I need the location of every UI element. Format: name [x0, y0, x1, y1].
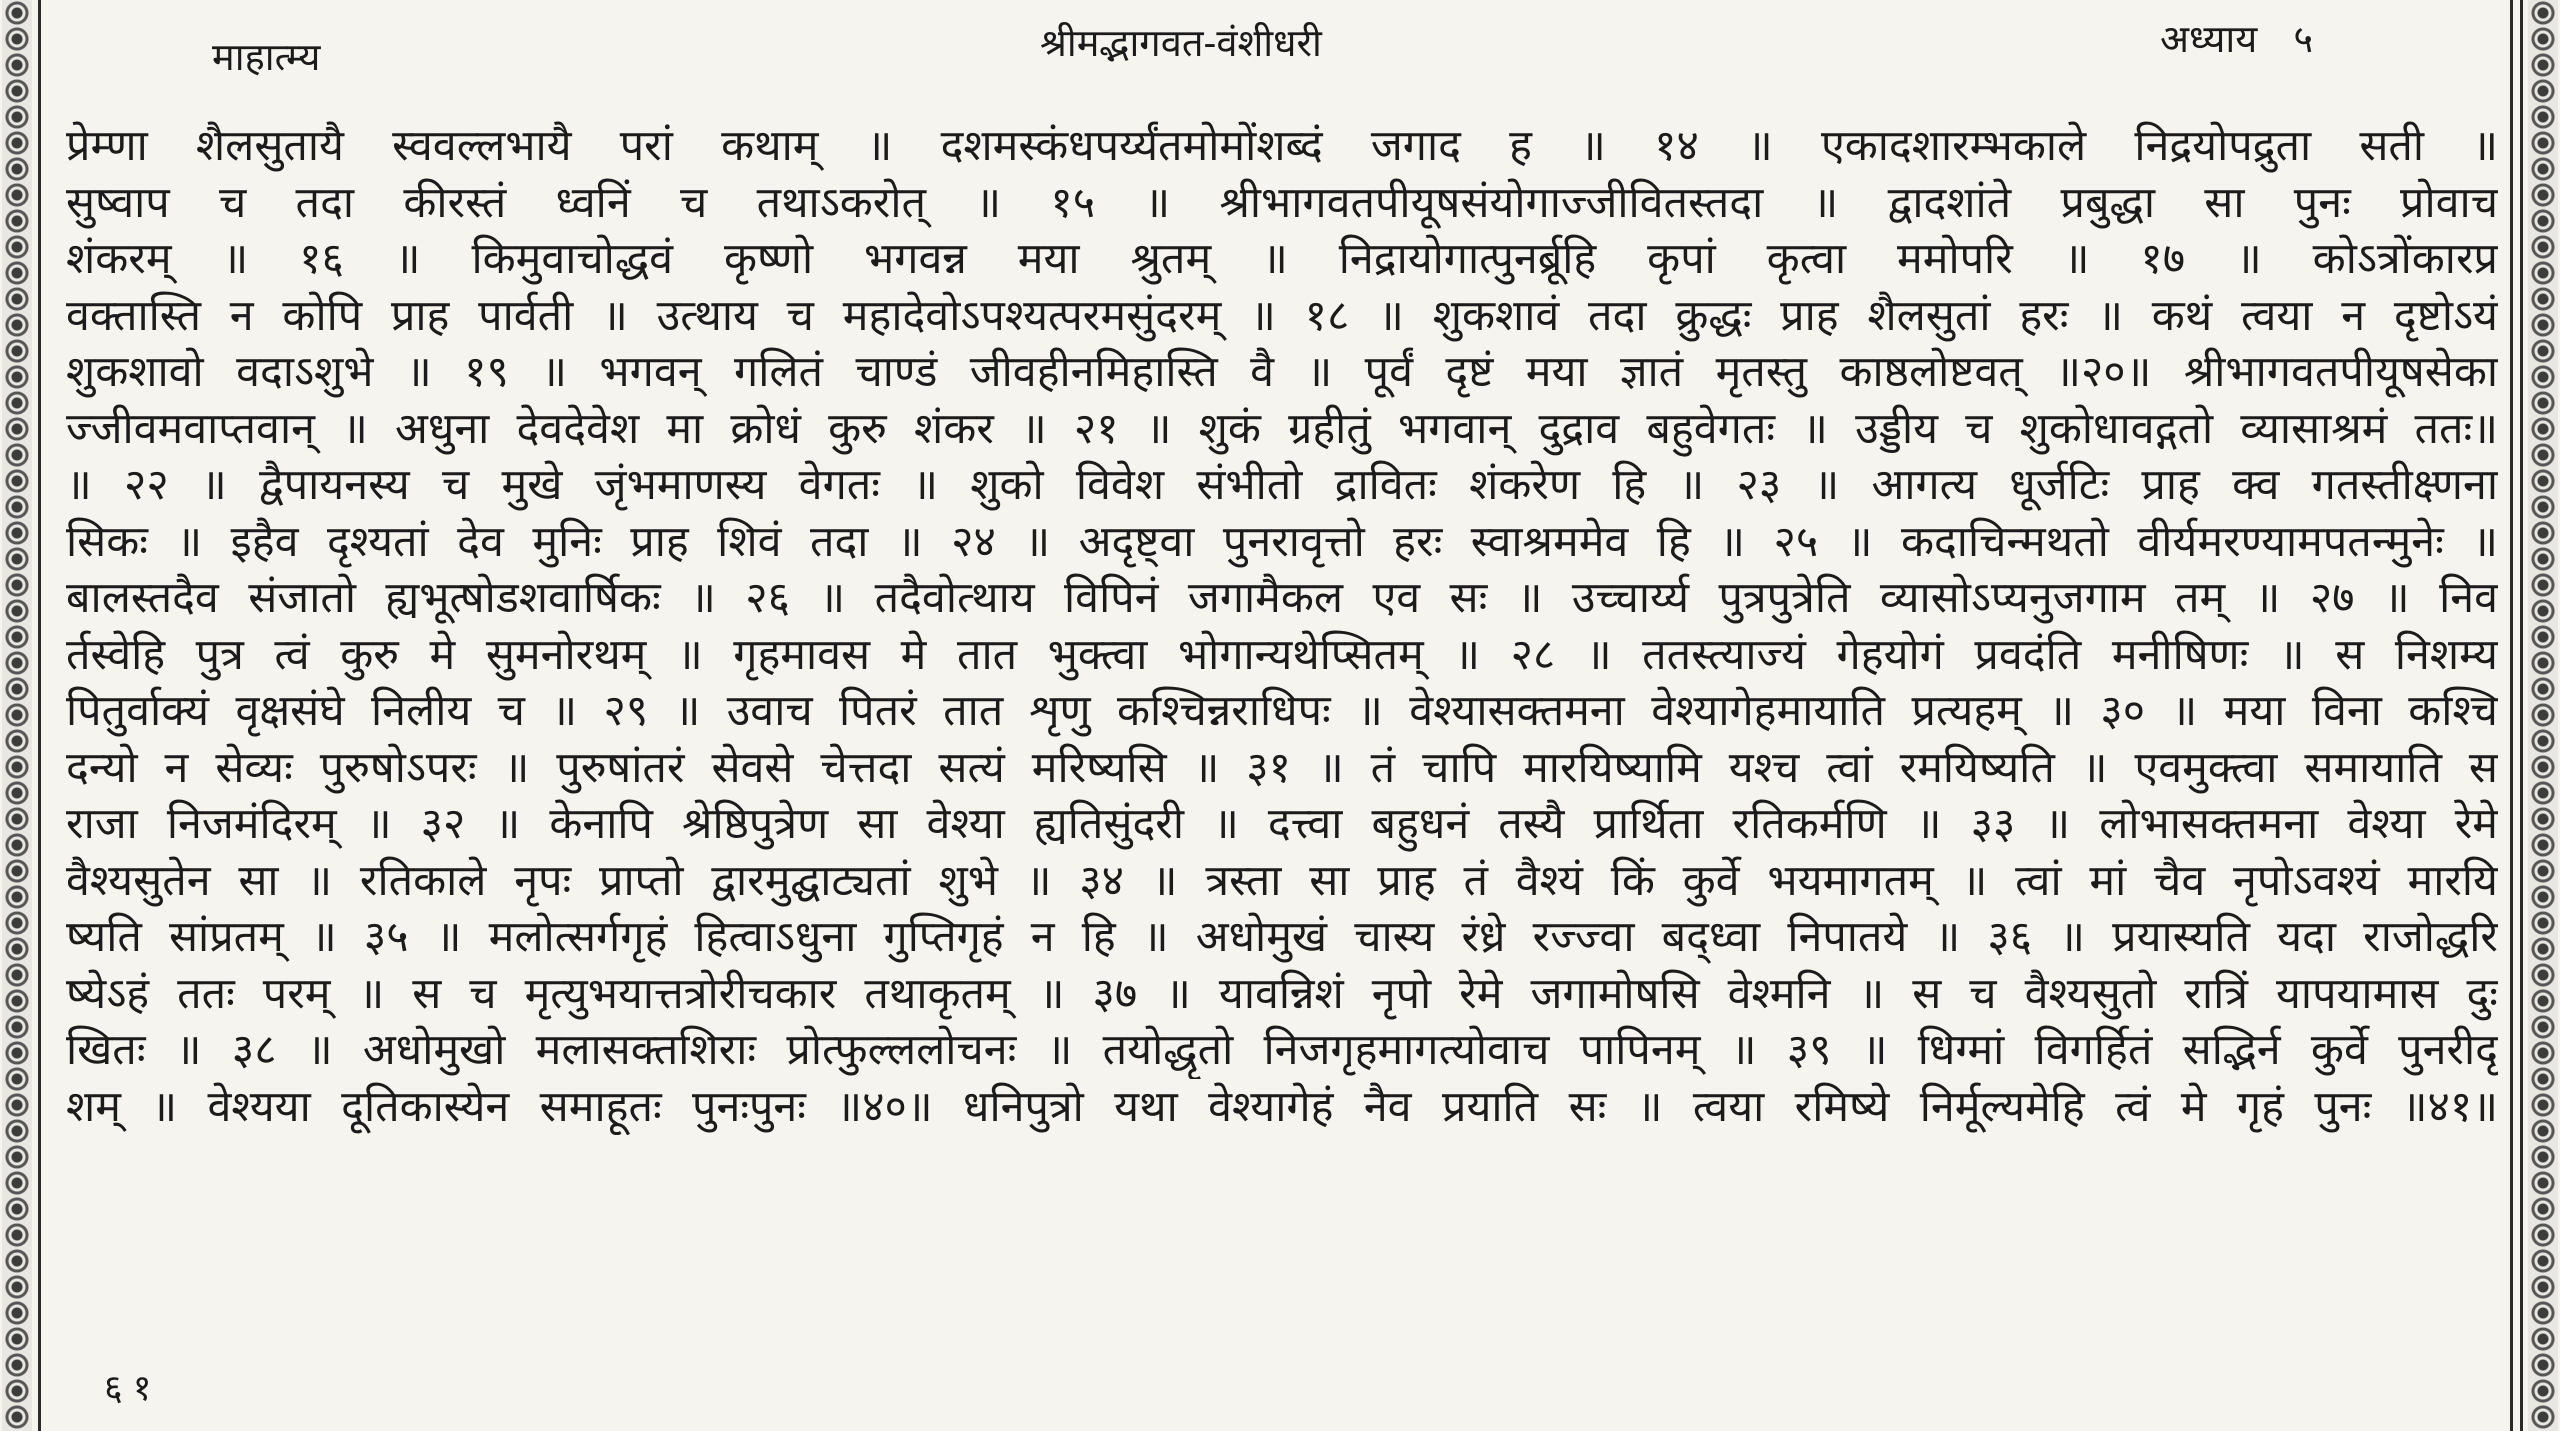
- body-text: [66, 118, 2498, 1135]
- left-ornamental-border: [2, 0, 32, 1431]
- chapter-heading: अध्याय ५: [2160, 17, 2314, 61]
- text-line: शम् ॥ वेश्यया दूतिकास्येन समाहूतः पुनःपुनः ॥४०॥ धनिपुत्रो यथा वेश्यागेहं नैव प्रयाति सः ॥ त्वया रमिष्ये निर्मूल्यमेहि त्वं मे गृहं पुनः ॥४१॥: [66, 1081, 2498, 1132]
- text-line: वैश्यसुतेन सा ॥ रतिकाले नृपः प्राप्तो द्वारमुद्घाट्यतां शुभे ॥ ३४ ॥ त्रस्ता सा प्राह तं वैश्यं किं कुर्वे भयमागतम् ॥ त्वां मां चैव नृपोऽवश्यं मारयि: [66, 855, 2498, 906]
- page-number: ६१: [104, 1368, 162, 1409]
- right-border-rule-outer: [2520, 0, 2523, 1431]
- text-line: वक्तास्ति न कोपि प्राह पार्वती ॥ उत्थाय च महादेवोऽपश्यत्परमसुंदरम् ॥ १८ ॥ शुकशावं तदा क्रुद्धः प्राह शैलसुतां हरः ॥ कथं त्वया न दृष्टोऽयं: [66, 290, 2498, 341]
- text-line: राजा निजमंदिरम् ॥ ३२ ॥ केनापि श्रेष्ठिपुत्रेण सा वेश्या ह्यतिसुंदरी ॥ दत्त्वा बहुधनं तस्यै प्रार्थिता रतिकर्मणि ॥ ३३ ॥ लोभासक्तमना वेश्या रेमे: [66, 799, 2498, 849]
- text-line: ष्यति सांप्रतम् ॥ ३५ ॥ मलोत्सर्गगृहं हित्वाऽधुना गुप्तिगृहं न हि ॥ अधोमुखं चास्य रंध्रे रज्ज्वा बद्ध्वा निपातये ॥ ३६ ॥ प्रयास्यति यदा राजोद्धरि: [66, 912, 2498, 962]
- text-line: सिकः ॥ इहैव दृश्यतां देव मुनिः प्राह शिवं तदा ॥ २४ ॥ अदृष्ट्वा पुनरावृत्तो हरः स्वाश्रममेव हि ॥ २५ ॥ कदाचिन्मथतो वीर्यमरण्यामपतन्मुनेः ॥: [66, 516, 2498, 567]
- text-line: खितः ॥ ३८ ॥ अधोमुखो मलासक्तशिराः प्रोत्फुल्ललोचनः ॥ तयोद्धृतो निजगृहमागत्योवाच पापिनम् ॥ ३९ ॥ धिग्मां विगर्हितं सद्भिर्न कुर्वे पुनरीदृ: [66, 1025, 2498, 1075]
- text-line: शुकशावो वदाऽशुभे ॥ १९ ॥ भगवन् गलितं चाण्डं जीवहीनमिहास्ति वै ॥ पूर्वं दृष्टं मया ज्ञातं मृतस्तु काष्ठलोष्टवत् ॥२०॥ श्रीभागवतपीयूषसेका: [66, 347, 2498, 397]
- text-line: ष्येऽहं ततः परम् ॥ स च मृत्युभयात्तत्रोरीचकार तथाकृतम् ॥ ३७ ॥ यावन्निशं नृपो रेमे जगामोषसि वेश्मनि ॥ स च वैश्यसुतो रात्रिं यापयामास दुः: [66, 968, 2498, 1019]
- text-line: ज्जीवमवाप्तवान् ॥ अधुना देवदेवेश मा क्रोधं कुरु शंकर ॥ २१ ॥ शुकं ग्रहीतुं भगवान् दुद्राव बहुवेगतः ॥ उड्डीय च शुकोधावद्गतो व्यासाश्रमं ततः॥: [66, 403, 2498, 454]
- text-line: र्तस्वेहि पुत्र त्वं कुरु मे सुमनोरथम् ॥ गृहमावस मे तात भुक्त्वा भोगान्यथेप्सितम् ॥ २८ ॥ ततस्त्याज्यं गेहयोगं प्रवदंति मनीषिणः ॥ स निशम्य: [66, 629, 2498, 680]
- text-line: शंकरम् ॥ १६ ॥ किमुवाचोद्धवं कृष्णो भगवन्न मया श्रुतम् ॥ निद्रायोगात्पुनर्ब्रूहि कृपां कृत्वा ममोपरि ॥ १७ ॥ कोऽत्रोंकारप्र: [66, 234, 2498, 284]
- book-title: श्रीमद्भागवत-वंशीधरी: [1040, 21, 1322, 65]
- left-border-rule: [38, 0, 41, 1431]
- text-line: ॥ २२ ॥ द्वैपायनस्य च मुखे जृंभमाणस्य वेगतः ॥ शुको विवेश संभीतो द्रावितः शंकरेण हि ॥ २३ ॥ आगत्य धूर्जटिः प्राह क्व गतस्तीक्ष्णना: [66, 460, 2498, 510]
- section-heading: माहात्म्य: [212, 35, 321, 79]
- text-line: दन्यो न सेव्यः पुरुषोऽपरः ॥ पुरुषांतरं सेवसे चेत्तदा सत्यं मरिष्यसि ॥ ३१ ॥ तं चापि मारयिष्यामि यश्च त्वां रमयिष्यति ॥ एवमुक्त्वा समायाति स: [66, 742, 2498, 793]
- text-line: प्रेम्णा शैलसुतायै स्ववल्लभायै परां कथाम् ॥ दशमस्कंधपर्य्यंतमोमोंशब्दं जगाद ह ॥ १४ ॥ एकादशारम्भकाले निद्रयोपद्रुता सती ॥: [66, 121, 2498, 171]
- right-border-rule: [2510, 0, 2513, 1431]
- text-line: पितुर्वाक्यं वृक्षसंघे निलीय च ॥ २९ ॥ उवाच पितरं तात शृणु कश्चिन्नराधिपः ॥ वेश्यासक्तमना वेश्यागेहमायाति प्रत्यहम् ॥ ३० ॥ मया विना कश्चि: [66, 686, 2498, 736]
- text-line: बालस्तदैव संजातो ह्यभूत्षोडशवार्षिकः ॥ २६ ॥ तदैवोत्थाय विपिनं जगामैकल एव सः ॥ उच्चार्य्य पुत्रपुत्रेति व्यासोऽप्यनुजगाम तम् ॥ २७ ॥ निव: [66, 573, 2498, 623]
- text-line: सुष्वाप च तदा कीरस्तं ध्वनिं च तथाऽकरोत् ॥ १५ ॥ श्रीभागवतपीयूषसंयोगाज्जीवितस्तदा ॥ द्वादशांते प्रबुद्धा सा पुनः प्रोवाच: [66, 177, 2498, 228]
- page-header: [0, 6, 2560, 79]
- right-ornamental-border: [2528, 0, 2558, 1431]
